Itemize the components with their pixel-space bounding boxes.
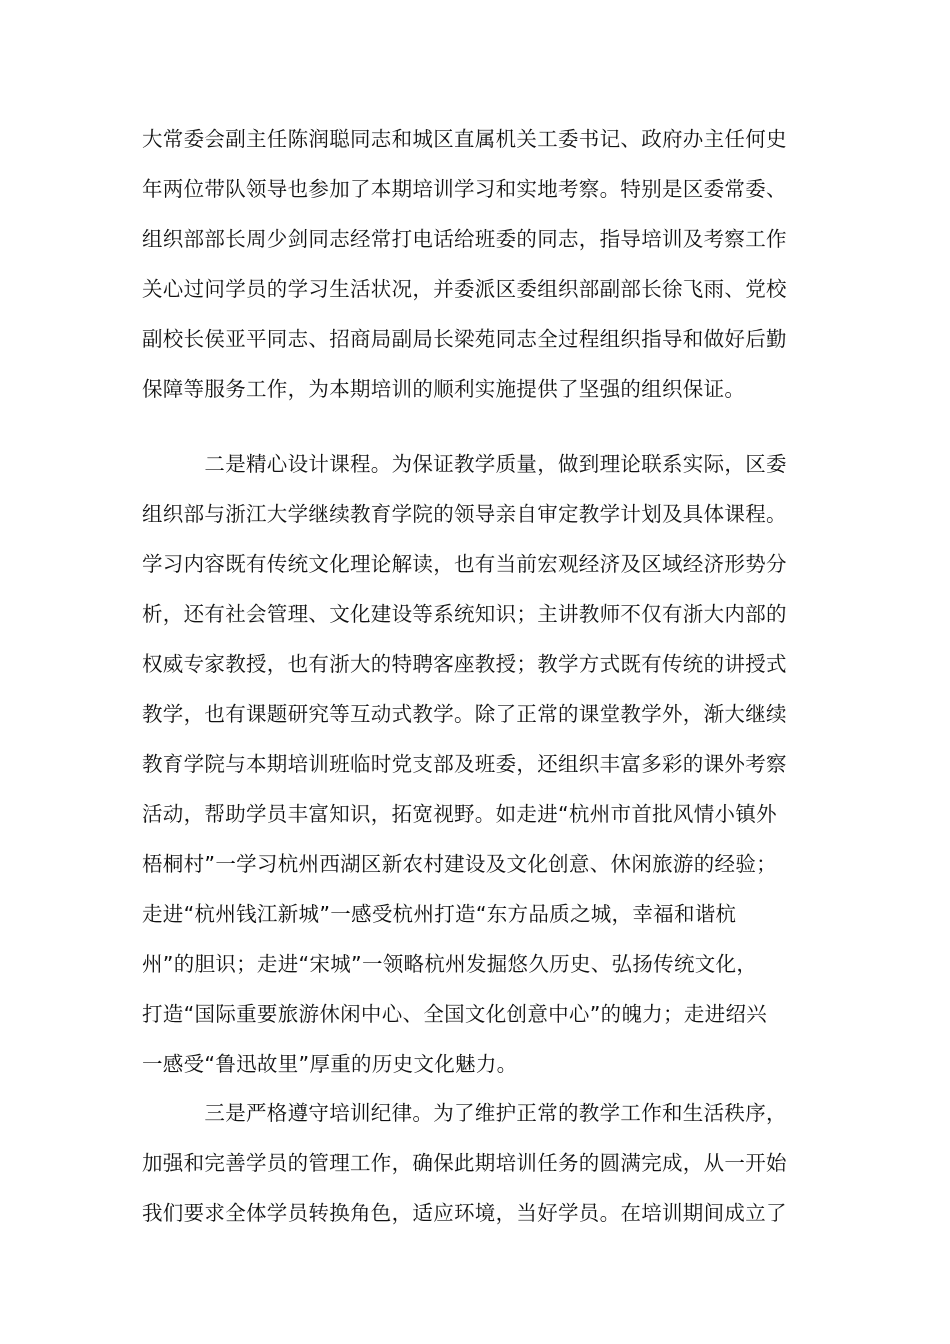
text-line: 析，还有社会管理、文化建设等系统知识；主讲教师不仅有浙大内部的 [142, 602, 787, 626]
text-line: 副校长侯亚平同志、招商局副局长梁苑同志全过程组织指导和做好后勤 [142, 327, 787, 351]
paragraph-3 [142, 1088, 822, 1238]
text-line: 走进“杭州钱江新城”一感受杭州打造“东方品质之城，幸福和谐杭 [142, 902, 737, 926]
text-line: 活动，帮助学员丰富知识，拓宽视野。如走进“杭州市首批风情小镇外 [142, 802, 777, 826]
paragraph-1 [142, 114, 822, 414]
text-line: 三是严格遵守培训纪律。为了维护正常的教学工作和生活秩序， [142, 1101, 787, 1125]
text-line: 权威专家教授，也有浙大的特聘客座教授；教学方式既有传统的讲授式 [142, 652, 787, 676]
text-line: 大常委会副主任陈润聪同志和城区直属机关工委书记、政府办主任何史 [142, 127, 787, 151]
text-line: 一感受“鲁迅故里”厚重的历史文化魅力。 [142, 1052, 518, 1076]
text-line: 关心过问学员的学习生活状况，并委派区委组织部副部长徐飞雨、党校 [142, 277, 787, 301]
paragraph-2 [142, 439, 822, 1089]
text-line: 州”的胆识；走进“宋城”一领略杭州发掘悠久历史、弘扬传统文化， [142, 952, 758, 976]
text-line: 教学，也有课题研究等互动式教学。除了正常的课堂教学外，渐大继续 [142, 702, 787, 726]
text-line: 二是精心设计课程。为保证教学质量，做到理论联系实际，区委 [142, 452, 787, 476]
text-line: 加强和完善学员的管理工作，确保此期培训任务的圆满完成，从一开始 [142, 1151, 787, 1175]
text-line: 组织部与浙江大学继续教育学院的领导亲自审定教学计划及具体课程。 [142, 502, 787, 526]
text-line: 梧桐村”一学习杭州西湖区新农村建设及文化创意、休闲旅游的经验； [142, 852, 777, 876]
text-line: 打造“国际重要旅游休闲中心、全国文化创意中心”的魄力；走进绍兴 [142, 1002, 768, 1026]
text-line: 教育学院与本期培训班临时党支部及班委，还组织丰富多彩的课外考察 [142, 752, 787, 776]
text-line: 学习内容既有传统文化理论解读，也有当前宏观经济及区域经济形势分 [142, 552, 787, 576]
text-line: 年两位带队领导也参加了本期培训学习和实地考察。特别是区委常委、 [142, 177, 787, 201]
text-line: 组织部部长周少剑同志经常打电话给班委的同志，指导培训及考察工作 [142, 227, 787, 251]
text-line: 保障等服务工作，为本期培训的顺利实施提供了坚强的组织保证。 [142, 377, 746, 401]
text-line: 我们要求全体学员转换角色，适应环境，当好学员。在培训期间成立了 [142, 1201, 787, 1225]
